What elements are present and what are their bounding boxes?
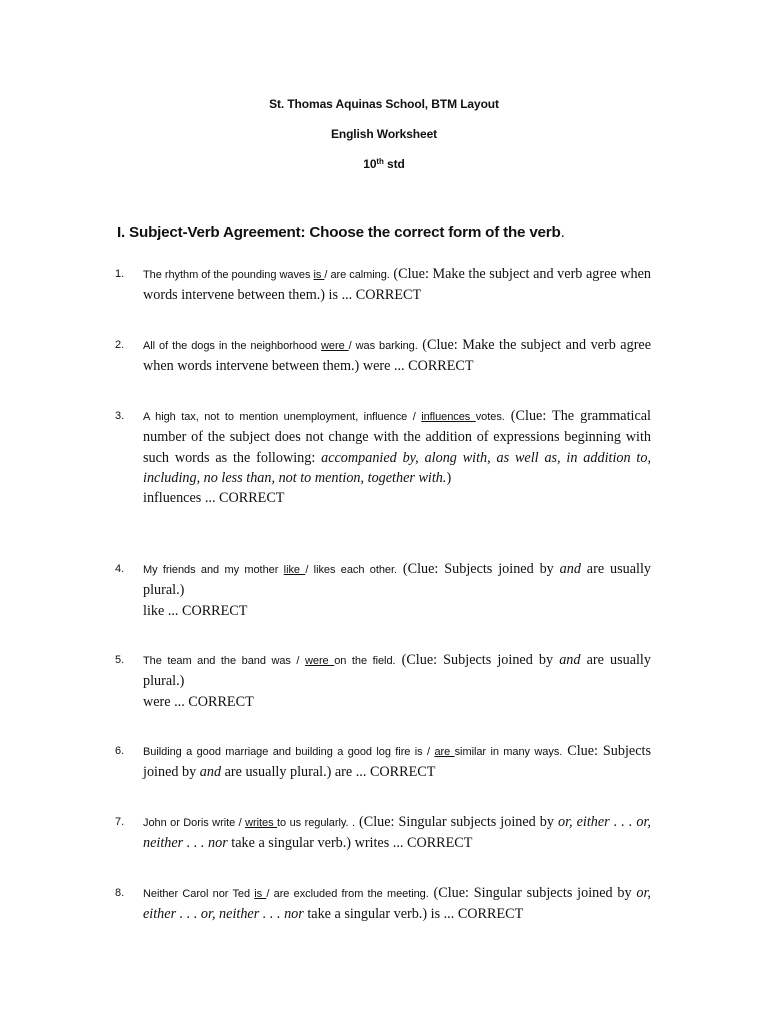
question-body bbox=[143, 335, 651, 377]
clue-italic: and bbox=[559, 561, 581, 577]
question-body bbox=[143, 650, 651, 712]
answer-text: like ... CORRECT bbox=[143, 602, 248, 619]
question-number: 2. bbox=[115, 339, 125, 351]
question-text: Building a good marriage and building a good log fire is / bbox=[143, 746, 435, 758]
question-text: John or Doris write / bbox=[143, 817, 246, 829]
clue-text: (Clue: Singular subjects joined by bbox=[428, 885, 637, 901]
question-text-rest: to us regularly. . bbox=[277, 817, 355, 829]
school-name: St. Thomas Aquinas School, BTM Layout bbox=[269, 97, 499, 111]
question-text: The team and the band was / bbox=[143, 655, 305, 667]
question-body bbox=[143, 812, 651, 854]
question-text-rest: similar in many ways. bbox=[454, 746, 563, 758]
answer-text: were ... CORRECT bbox=[143, 693, 254, 710]
clue-text: (Clue: Make the subject and verb agree when words intervene between them.) were ... CORRECT bbox=[143, 337, 652, 375]
question-text: Neither Carol nor Ted bbox=[143, 888, 255, 900]
question-text-rest: / likes each other. bbox=[305, 564, 398, 576]
option-underlined: were bbox=[304, 655, 335, 667]
question-body bbox=[143, 883, 651, 925]
worksheet-title: English Worksheet bbox=[330, 127, 438, 141]
question-body bbox=[143, 264, 651, 306]
section-title-text: I. Subject-Verb Agreement: Choose the correct form of the verb bbox=[117, 224, 561, 241]
grade-label bbox=[0, 156, 768, 171]
clue-text: (Clue: Subjects joined by bbox=[397, 561, 560, 577]
clue-italic: or, either . . . or, neither . . . nor bbox=[143, 814, 651, 852]
clue-text-end: are usually plural.) bbox=[143, 561, 651, 599]
clue-text: (Clue: Singular subjects joined by bbox=[354, 814, 558, 830]
question-text-rest: / are calming. bbox=[324, 269, 390, 281]
question-text: A high tax, not to mention unemployment, influence / bbox=[143, 411, 422, 423]
question-text-rest: / was barking. bbox=[348, 340, 418, 352]
option-underlined: is bbox=[254, 888, 267, 900]
question-text-rest: on the field. bbox=[334, 655, 396, 667]
option-underlined: were bbox=[321, 340, 349, 352]
clue-text-end: ) bbox=[446, 469, 452, 486]
clue-text: (Clue: Make the subject and verb agree when words intervene between them.) is ... CORRECT bbox=[143, 266, 652, 304]
grade-suffix: std bbox=[383, 157, 405, 171]
clue-italic: and bbox=[559, 652, 581, 668]
clue-text: (Clue: Subjects joined by bbox=[395, 652, 560, 668]
question-text-rest: votes. bbox=[475, 411, 505, 423]
clue-italic: accompanied by, along with, as well as, in addition to, including, no less than, not to mention, together with. bbox=[143, 449, 652, 486]
option-underlined: writes bbox=[245, 817, 278, 829]
section-title-period: . bbox=[560, 224, 565, 241]
question-text: The rhythm of the pounding waves bbox=[143, 269, 314, 281]
question-body bbox=[143, 406, 651, 508]
clue-text-end: take a singular verb.) is ... CORRECT bbox=[303, 906, 524, 923]
question-number: 5. bbox=[115, 654, 125, 666]
clue-text: (Clue: The grammatical number of the subject does not change with the addition of expressions beginning with such words as the following: bbox=[143, 408, 652, 466]
question-text: My friends and my mother bbox=[143, 564, 284, 576]
clue-text-end: are usually plural.) bbox=[143, 652, 651, 690]
grade-suffix-sup: th bbox=[376, 157, 384, 166]
question-body bbox=[143, 741, 651, 783]
question-number: 4. bbox=[115, 563, 125, 575]
clue-text: Clue: Subjects joined by bbox=[143, 743, 651, 781]
clue-text-end: take a singular verb.) writes ... CORRECT bbox=[227, 835, 473, 852]
question-number: 1. bbox=[115, 268, 125, 280]
question-text-rest: / are excluded from the meeting. bbox=[266, 888, 429, 900]
question-number: 3. bbox=[115, 410, 125, 422]
section-title bbox=[117, 224, 565, 241]
option-underlined: are bbox=[434, 746, 455, 758]
question-number: 8. bbox=[115, 887, 125, 899]
option-underlined: is bbox=[313, 269, 325, 281]
question-number: 6. bbox=[115, 745, 125, 757]
question-number: 7. bbox=[115, 816, 125, 828]
option-underlined: like bbox=[283, 564, 306, 576]
clue-text-end: are usually plural.) are ... CORRECT bbox=[221, 764, 436, 781]
question-text: All of the dogs in the neighborhood bbox=[143, 340, 322, 352]
grade-number: 10 bbox=[363, 157, 377, 171]
option-underlined: influences bbox=[421, 411, 476, 423]
question-body bbox=[143, 559, 651, 621]
answer-text: influences ... CORRECT bbox=[143, 490, 285, 507]
clue-italic: and bbox=[199, 764, 222, 781]
clue-italic: or, either . . . or, neither . . . nor bbox=[143, 885, 651, 923]
